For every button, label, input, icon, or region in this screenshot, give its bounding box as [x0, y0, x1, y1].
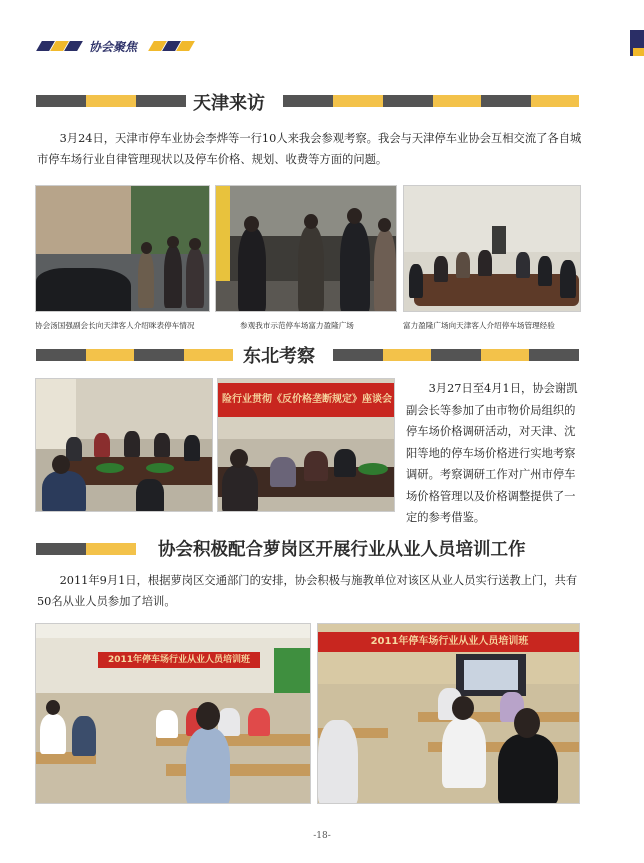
section-bar-left	[36, 95, 186, 107]
photo-northeast-meeting-1	[35, 378, 213, 512]
section-title-northeast: 东北考察	[243, 346, 315, 367]
training-banner: 2011年停车场行业从业人员培训班	[98, 652, 260, 668]
section-bar-right	[333, 349, 579, 361]
photo-northeast-meeting-2	[217, 378, 395, 512]
photo-tianjin-street	[35, 185, 210, 312]
section-bar-left	[36, 543, 136, 555]
photo-training-classroom-1	[35, 623, 311, 804]
section-title-tianjin: 天津来访	[193, 93, 265, 114]
training-paragraph: 2011年9月1日，根据萝岗区交通部门的安排，协会积极与施教单位对该区从业人员实行送教上门，共有50名从业人员参加了培训。	[37, 574, 578, 608]
corner-tab	[630, 30, 644, 56]
header-title: 协会聚焦	[89, 40, 138, 54]
photo-tianjin-parking	[215, 185, 397, 312]
section-title-training: 协会积极配合萝岗区开展行业从业人员培训工作	[158, 540, 526, 560]
meeting-banner: 险行业贯彻《反价格垄断规定》座谈会	[218, 383, 395, 417]
page-number: -18-	[313, 831, 331, 841]
photo-caption: 参观我市示范停车场富力盈隆广场	[240, 321, 354, 330]
training-banner: 2011年停车场行业从业人员培训班	[318, 632, 580, 652]
section-header-badge	[37, 38, 187, 54]
photo-tianjin-meeting	[403, 185, 581, 312]
northeast-paragraph: 3月27日至4月1日，协会谢凯副会长等参加了由市物价局组织的停车场价格调研活动，对天津、沈阳等地的停车场价格进行实地考察调研。考察调研工作对广州市停车场价格管理以及价格调整提供了一定的参考借鉴。	[406, 382, 578, 524]
photo-caption: 协会汤国强副会长向天津客人介绍咪表停车情况	[35, 321, 195, 330]
photo-caption: 富力盈隆广场向天津客人介绍停车场管理经验	[403, 321, 555, 330]
photo-training-classroom-2	[317, 623, 580, 804]
tianjin-paragraph: 3月24日，天津市停车业协会李烨等一行10人来我会参观考察。我会与天津停车业协会互相交流了各自城市停车场行业自律管理现状以及停车价格、规划、收费等方面的问题。	[37, 132, 582, 166]
section-bar-left	[36, 349, 233, 361]
section-bar-right	[283, 95, 579, 107]
